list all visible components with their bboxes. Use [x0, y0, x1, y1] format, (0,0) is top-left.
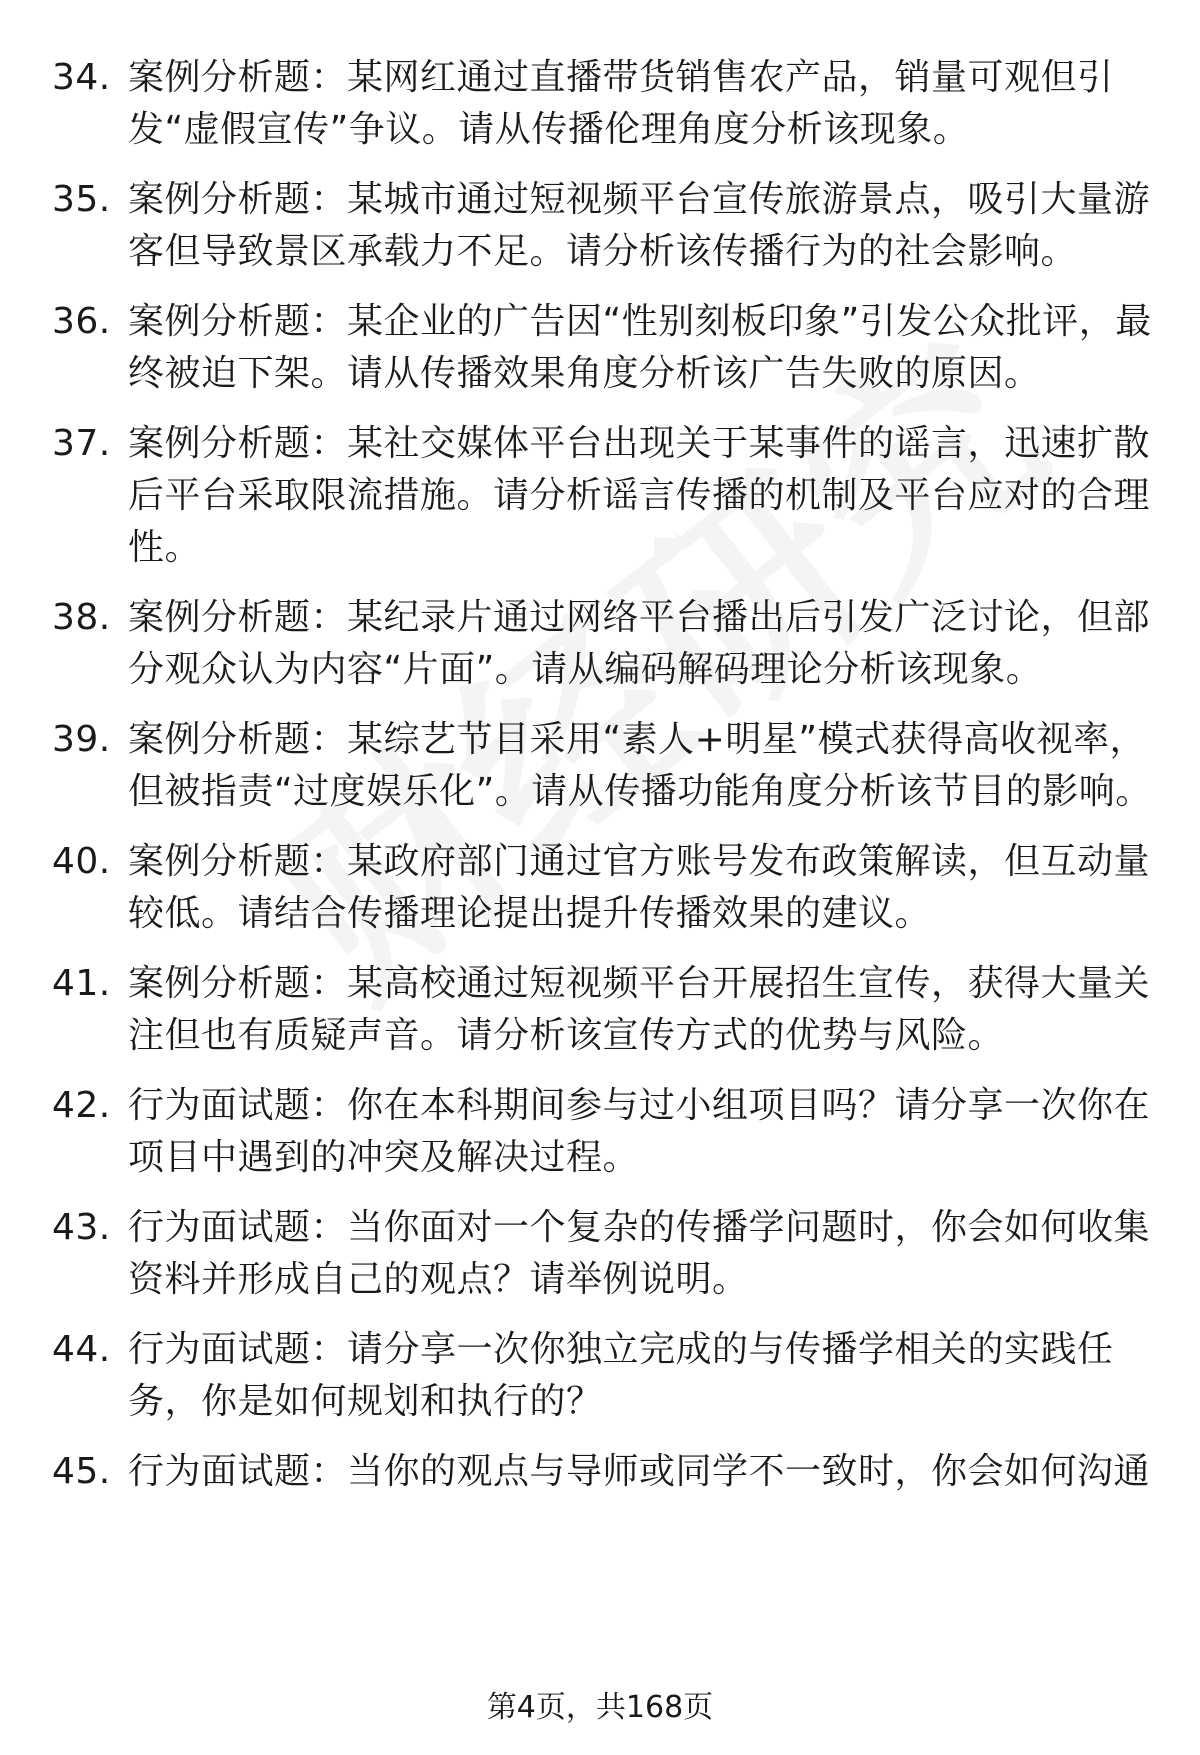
question-item: [52, 174, 1152, 278]
question-number: 34.: [52, 57, 111, 98]
question-number: 37.: [52, 423, 111, 464]
question-text: 案例分析题：某网红通过直播带货销售农产品，销量可观但引发“虚假宣传”争议。请从传播伦理角度分析该现象。: [128, 57, 1114, 150]
question-number: 42.: [52, 1085, 111, 1126]
question-text: 行为面试题：请分享一次你独立完成的与传播学相关的实践任务，你是如何规划和执行的？: [128, 1329, 1114, 1422]
question-item: [52, 1324, 1152, 1428]
question-item: [52, 958, 1152, 1062]
question-text: 行为面试题：当你的观点与导师或同学不一致时，你会如何沟通: [128, 1451, 1151, 1492]
question-item: [52, 836, 1152, 940]
page-footer: 第4页，共168页: [486, 1690, 714, 1725]
question-text: 案例分析题：某社交媒体平台出现关于某事件的谣言，迅速扩散后平台采取限流措施。请分析谣言传播的机制及平台应对的合理性。: [128, 423, 1151, 568]
question-text: 案例分析题：某纪录片通过网络平台播出后引发广泛讨论，但部分观众认为内容“片面”。请从编码解码理论分析该现象。: [128, 597, 1151, 690]
question-text: 行为面试题：你在本科期间参与过小组项目吗？请分享一次你在项目中遇到的冲突及解决过程。: [128, 1085, 1151, 1178]
question-item: [52, 592, 1152, 696]
question-item: [52, 714, 1152, 818]
question-item: [52, 296, 1152, 400]
question-text: 案例分析题：某政府部门通过官方账号发布政策解读，但互动量较低。请结合传播理论提出提升传播效果的建议。: [128, 841, 1151, 934]
question-number: 41.: [52, 963, 111, 1004]
question-text: 案例分析题：某综艺节目采用“素人+明星”模式获得高收视率，但被指责“过度娱乐化”。请从传播功能角度分析该节目的影响。: [128, 719, 1152, 812]
question-number: 40.: [52, 841, 111, 882]
question-list: [52, 52, 1152, 1516]
question-number: 44.: [52, 1329, 111, 1370]
question-text: 行为面试题：当你面对一个复杂的传播学问题时，你会如何收集资料并形成自己的观点？请举例说明。: [128, 1207, 1151, 1300]
question-text: 案例分析题：某城市通过短视频平台宣传旅游景点，吸引大量游客但导致景区承载力不足。请分析该传播行为的社会影响。: [128, 179, 1151, 272]
question-text: 案例分析题：某企业的广告因“性别刻板印象”引发公众批评，最终被迫下架。请从传播效果角度分析该广告失败的原因。: [128, 301, 1152, 394]
question-item: [52, 1080, 1152, 1184]
question-text: 案例分析题：某高校通过短视频平台开展招生宣传，获得大量关注但也有质疑声音。请分析该宣传方式的优势与风险。: [128, 963, 1151, 1056]
question-item: [52, 418, 1152, 574]
question-number: 35.: [52, 179, 111, 220]
question-item: [52, 1446, 1152, 1498]
question-item: [52, 52, 1152, 156]
question-number: 43.: [52, 1207, 111, 1248]
question-item: [52, 1202, 1152, 1306]
question-number: 36.: [52, 301, 111, 342]
question-number: 45.: [52, 1451, 111, 1492]
question-number: 39.: [52, 719, 111, 760]
question-number: 38.: [52, 597, 111, 638]
